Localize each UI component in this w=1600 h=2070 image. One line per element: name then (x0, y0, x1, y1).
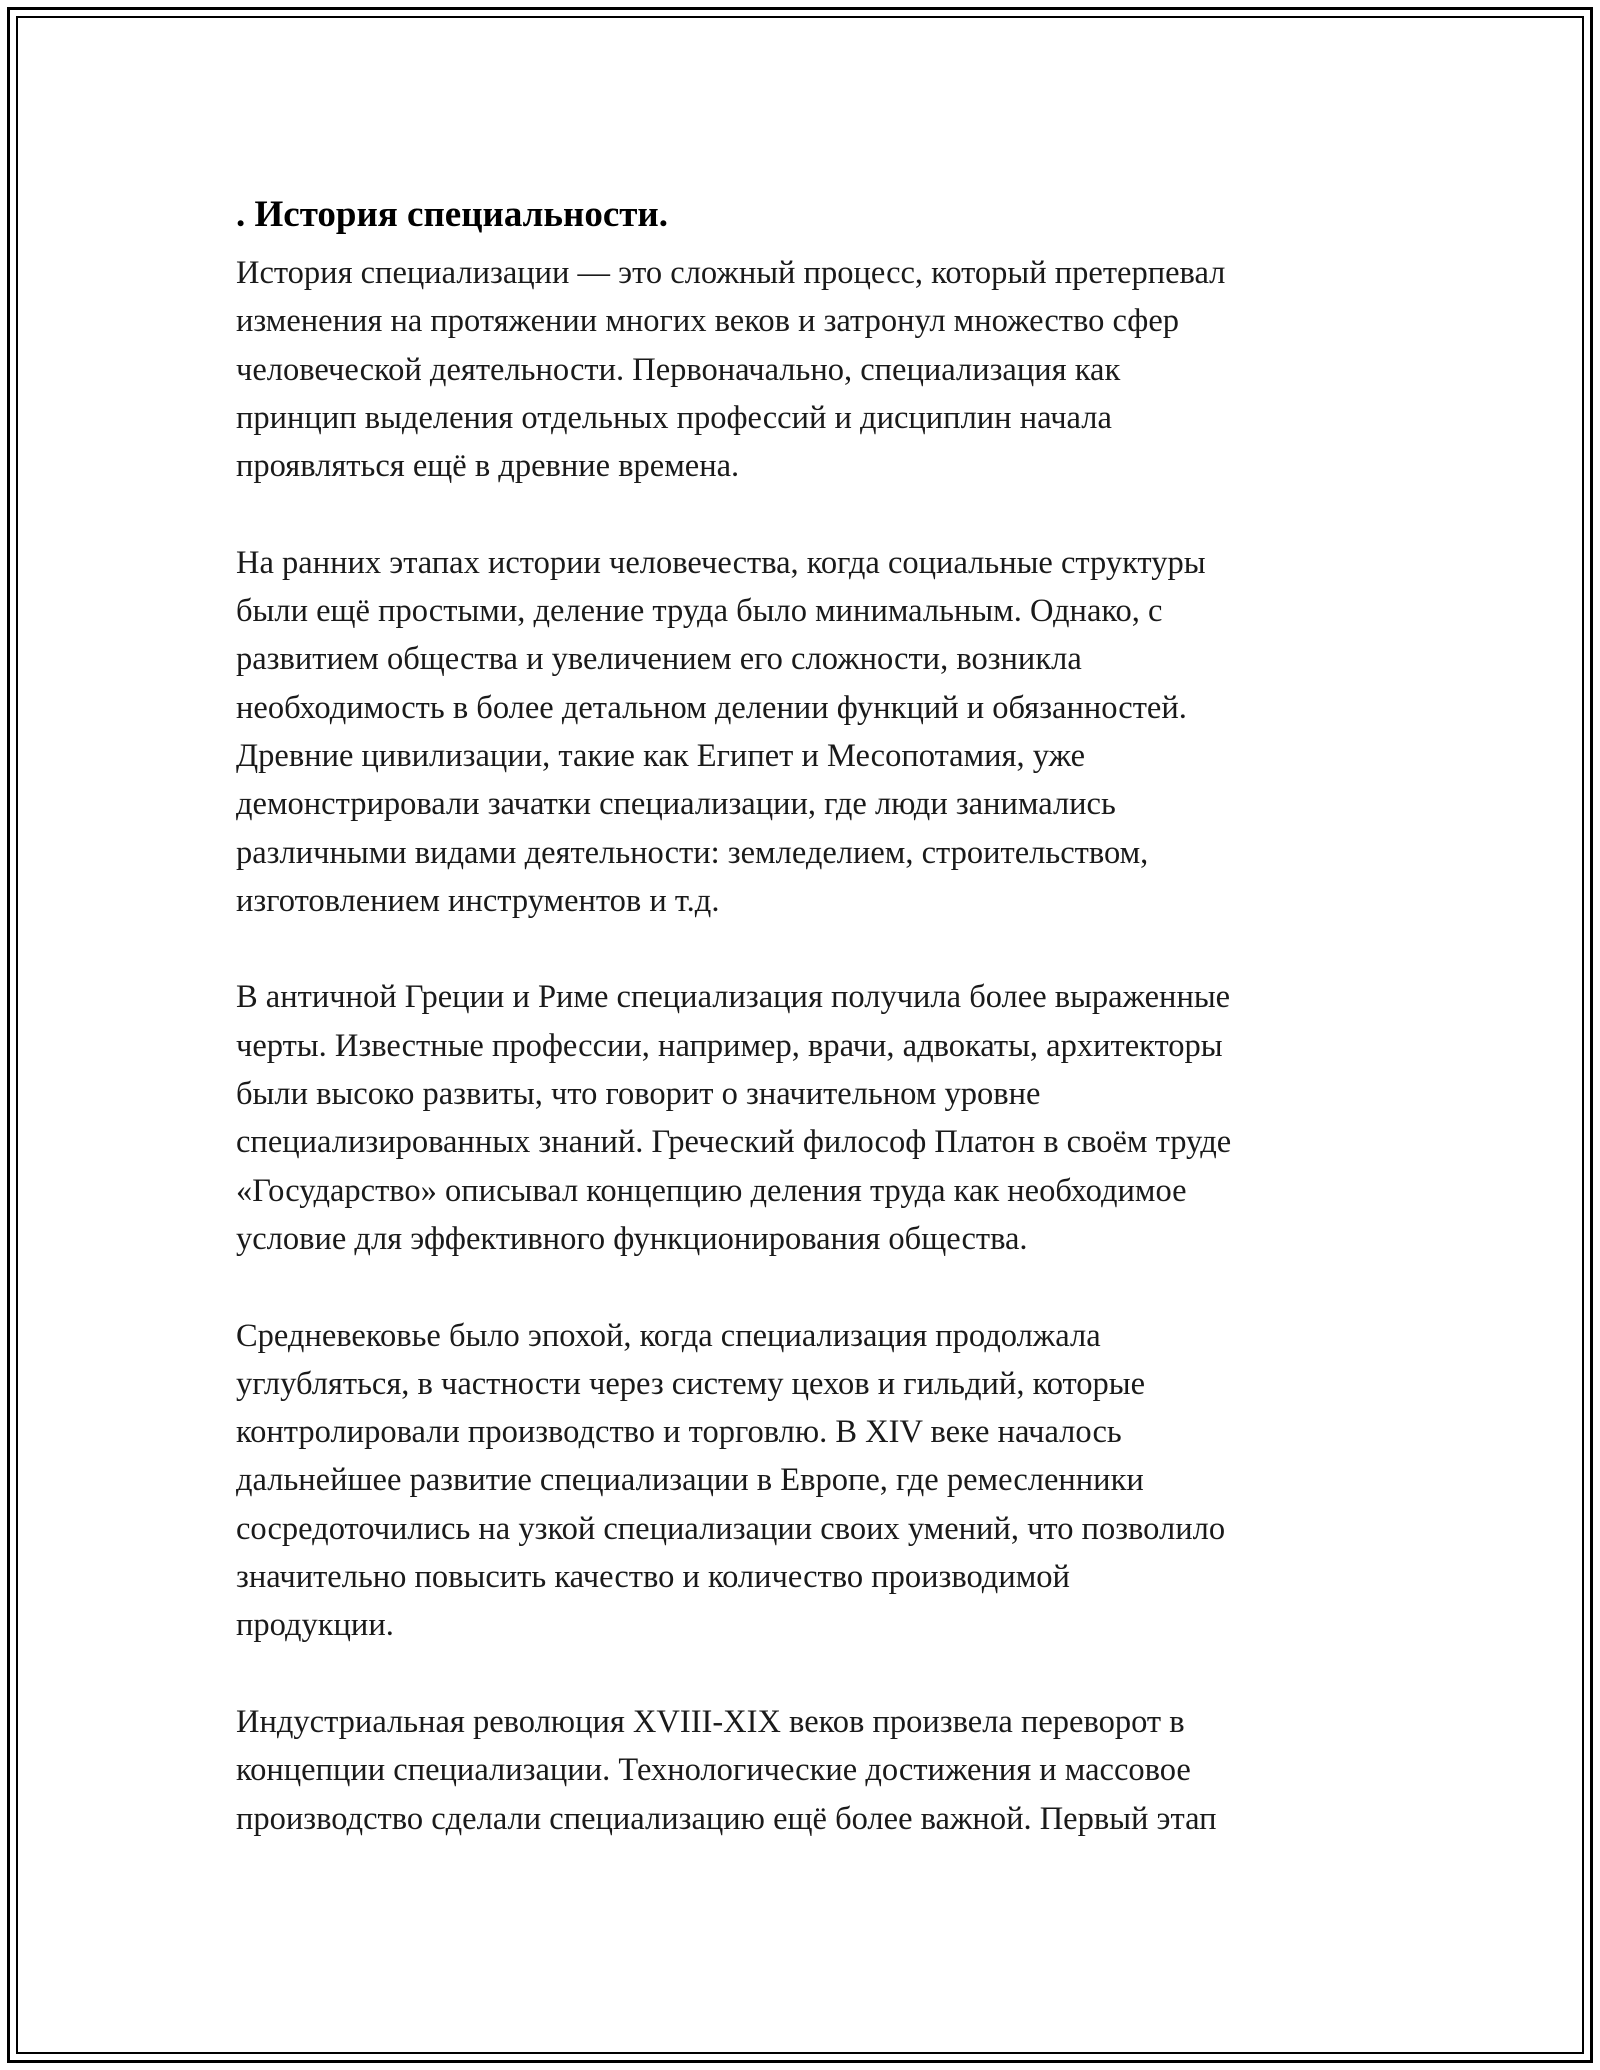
text-line: Древние цивилизации, такие как Египет и Месопотамия, уже (236, 737, 1086, 774)
text-line: были ещё простыми, деление труда было минимальным. Однако, с (236, 593, 1163, 630)
paragraph-1 (236, 249, 1396, 490)
text-line: Средневековье было эпохой, когда специализация продолжала (236, 1317, 1101, 1354)
section-heading: . История специальности. (236, 194, 668, 235)
text-line: демонстрировали зачатки специализации, где люди занимались (236, 786, 1116, 823)
text-line: развитием общества и увеличением его сложности, возникла (236, 641, 1082, 678)
text-line: человеческой деятельности. Первоначально, специализация как (236, 351, 1121, 388)
text-line: принцип выделения отдельных профессий и дисциплин начала (236, 399, 1112, 436)
text-line: различными видами деятельности: земледелием, строительством, (236, 834, 1149, 871)
text-line: На ранних этапах истории человечества, когда социальные структуры (236, 544, 1206, 581)
text-line: «Государство» описывал концепцию деления труда как необходимое (236, 1172, 1187, 1209)
text-line: были высоко развиты, что говорит о значительном уровне (236, 1076, 1041, 1113)
document-body (236, 185, 1396, 1891)
text-line: проявляться ещё в древние времена. (236, 448, 740, 485)
text-line: сосредоточились на узкой специализации своих умений, что позволило (236, 1510, 1226, 1547)
text-line: необходимость в более детальном делении функций и обязанностей. (236, 689, 1187, 726)
paragraph-5 (236, 1698, 1396, 1843)
text-line: черты. Известные профессии, например, врачи, адвокаты, архитекторы (236, 1027, 1223, 1064)
text-line: продукции. (236, 1607, 394, 1644)
text-line: углубляться, в частности через систему цехов и гильдий, которые (236, 1365, 1146, 1402)
text-line: значительно повысить качество и количество производимой (236, 1559, 1070, 1596)
paragraph-3 (236, 973, 1396, 1263)
text-line: контролировали производство и торговлю. В XIV веке началось (236, 1414, 1122, 1451)
text-line: дальнейшее развитие специализации в Европе, где ремесленники (236, 1462, 1144, 1499)
paragraph-2 (236, 539, 1396, 925)
text-line: условие для эффективного функционирования общества. (236, 1220, 1028, 1257)
text-line: изменения на протяжении многих веков и затронул множество сфер (236, 303, 1180, 340)
text-line: История специализации — это сложный процесс, который претерпевал (236, 255, 1226, 291)
text-line: изготовлением инструментов и т.д. (236, 882, 720, 919)
text-line: В античной Греции и Риме специализация получила более выраженные (236, 979, 1231, 1016)
text-line: специализированных знаний. Греческий философ Платон в своём труде (236, 1124, 1232, 1161)
text-line: производство сделали специализацию ещё более важной. Первый этап (236, 1800, 1217, 1837)
text-line: концепции специализации. Технологические достижения и массовое (236, 1752, 1191, 1789)
text-line: Индустриальная революция XVIII-XIX веков произвела переворот в (236, 1703, 1185, 1740)
paragraph-4 (236, 1312, 1396, 1650)
